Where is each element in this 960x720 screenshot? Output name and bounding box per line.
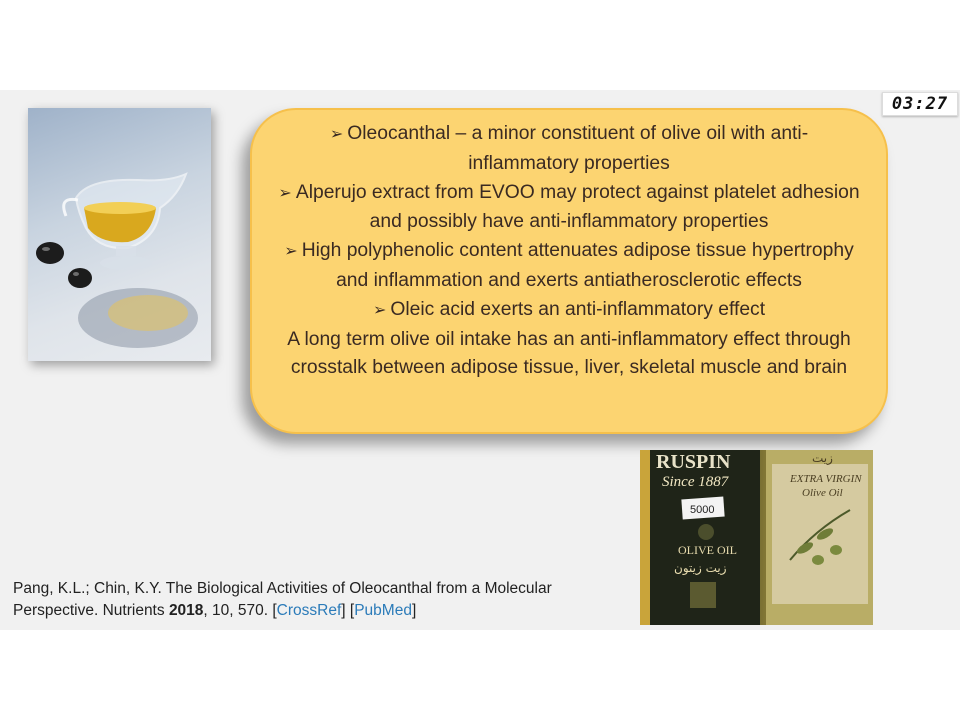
pubmed-link[interactable]: PubMed [354,602,412,619]
callout-item-oleocanthal: ➢ Oleocanthal – a minor constituent of olive oil with anti-inflammatory properties [329,123,809,174]
arabic-label-left: زيت زيتون [674,561,727,575]
arrow-bullet-icon: ➢ [284,243,298,261]
since-text: Since 1887 [662,474,729,490]
olive-oil-bottles-photo [640,450,873,625]
price-tag: 5000 [690,504,715,516]
arabic-label-right: زيت [812,451,833,465]
callout-item-oleic-acid: ➢ Oleic acid exerts an anti-inflammatory effect [372,298,766,320]
brand-text: RUSPIN [656,451,731,473]
olive-oil-label: OLIVE OIL [678,543,737,557]
citation-reference: Pang, K.L.; Chin, K.Y. The Biological Activities of Oleocanthal from a Molecular Perspective. Nutrients 2018, 10, 570. [CrossRef] [PubMed] [13,580,552,619]
bottles-illustration [640,450,873,625]
gravy-boat-illustration [28,108,211,361]
extra-virgin-label: EXTRA VIRGIN [790,473,862,485]
olive-oil-label-right: Olive Oil [802,487,843,499]
arrow-bullet-icon: ➢ [278,184,292,202]
crossref-link[interactable]: CrossRef [276,602,342,619]
countdown-timer: 03:27 [882,92,958,116]
callout-item-polyphenolic: ➢ High polyphenolic content attenuates adipose tissue hypertrophy and inflammation and exerts antiatherosclerotic effects [284,240,854,291]
arrow-bullet-icon: ➢ [372,301,387,319]
callout-item-alperujo: ➢ Alperujo extract from EVOO may protect against platelet adhesion and possibly have anti-inflammatory properties [278,181,860,233]
olive-oil-gravy-boat-photo [28,108,211,361]
callout-box [250,108,888,434]
arrow-bullet-icon: ➢ [329,126,344,143]
callout-item-long-term: A long term olive oil intake has an anti-inflammatory effect through crosstalk between adipose tissue, liver, skeletal muscle and brain [287,328,851,379]
